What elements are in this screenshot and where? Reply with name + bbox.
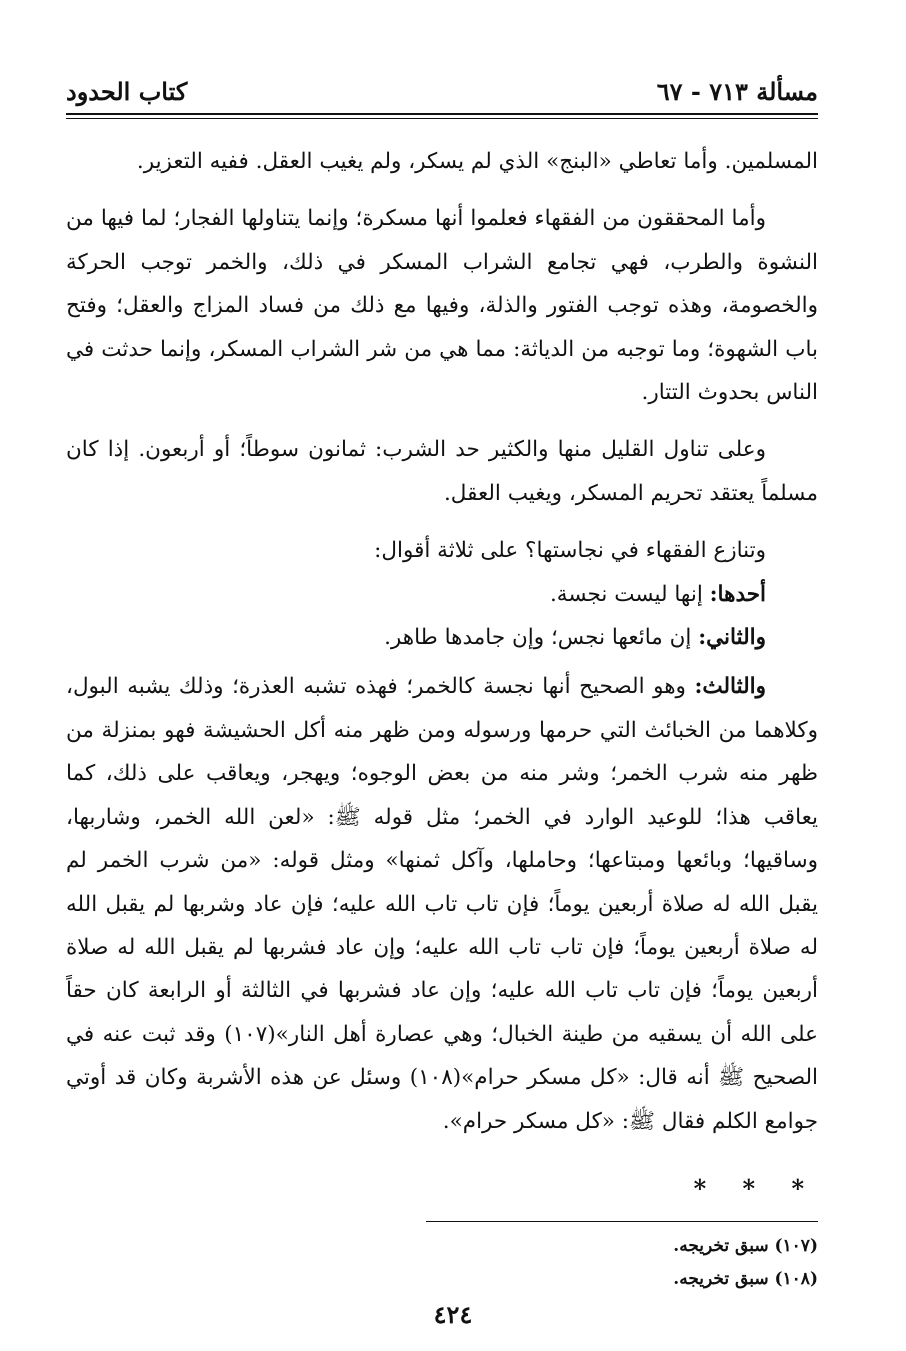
footnote: (١٠٧) سبق تخريجه. [673,1236,818,1256]
header-rule-thin [66,118,818,119]
footnotes [218,1230,818,1296]
opinion-lead: أحدها: [709,581,766,607]
paragraph: وتنازع الفقهاء في نجاستها؟ على ثلاثة أقوال: [374,538,766,564]
header-rule [66,113,818,115]
opinion-text: وهو الصحيح أنها نجسة كالخمر؛ فهذه تشبه العذرة؛ وذلك يشبه البول، وكلاهما من الخبائث التي حرمها ورسوله ومن ظهر منه أكل الحشيشة فهو بمنزلة من ظهر منه شرب الخمر؛ وشر منه من بعض الوجوه؛ ويهجر، ويعاقب على ذلك، كما يعاقب هذا؛ للوعيد الوارد في الخمر؛ مثل قوله ﷺ: «لعن الله الخمر، وشاربها، وساقيها؛ وبائعها ومبتاعها؛ وحاملها، وآكل ثمنها» ومثل قوله: «من شرب الخمر لم يقبل الله له صلاة أربعين يوماً؛ فإن تاب تاب الله عليه؛ فإن عاد وشربها لم يقبل الله له صلاة أربعين يوماً؛ فإن تاب تاب الله عليه؛ وإن عاد فشربها لم يقبل الله له صلاة أربعين يوماً؛ فإن تاب تاب الله عليه؛ وإن عاد فشربها في الثالثة أو الرابعة كان حقاً على الله أن يسقيه من طينة الخبال؛ وهي عصارة أهل النار»(١٠٧) وقد ثبت عنه في الصحيح ﷺ أنه قال: «كل مسكر حرام»(١٠٨) وسئل عن هذه الأشربة وكان قد أوتي جوامع الكلم فقال ﷺ: «كل مسكر حرام». [66,674,819,1134]
paragraph: وأما المحققون من الفقهاء فعلموا أنها مسكرة؛ وإنما يتناولها الفجار؛ لما فيها من النشوة والطرب، فهي تجامع الشراب المسكر في ذلك، والخمر توجب الحركة والخصومة، وهذه توجب الفتور والذلة، وفيها مع ذلك من فساد المزاج والعقل؛ وفتح باب الشهوة؛ وما توجبه من الدياثة: مما هي من شر الشراب المسكر، وإنما حدثت في الناس بحدوث التتار. [66,206,818,406]
paragraph [66,573,818,616]
paragraph: وعلى تناول القليل منها والكثير حد الشرب: ثمانون سوطاً؛ أو أربعون. إذا كان مسلماً يعتقد تحريم المسكر، ويغيب العقل. [66,437,818,506]
paragraph: المسلمين. وأما تعاطي «البنج» الذي لم يسكر، ولم يغيب العقل. ففيه التعزير. [136,149,818,174]
book-title: كتاب الحدود [66,77,188,106]
section-separator: * * * [693,1173,818,1203]
paragraph [66,665,818,1142]
opinion-text: إنها ليست نجسة. [549,581,710,607]
footnote: (١٠٨) سبق تخريجه. [673,1269,818,1289]
opinion-lead: والثالث: [694,674,766,700]
footnote-rule [426,1221,818,1222]
page-number: ٤٢٤ [433,1300,473,1329]
paragraph [66,616,818,659]
issue-number: مسألة ٧١٣ - ٦٧ [656,77,818,106]
running-header [66,72,818,106]
opinion-text: إن مائعها نجس؛ وإن جامدها طاهر. [384,625,699,651]
opinion-lead: والثاني: [698,625,766,651]
main-text [66,140,818,1210]
